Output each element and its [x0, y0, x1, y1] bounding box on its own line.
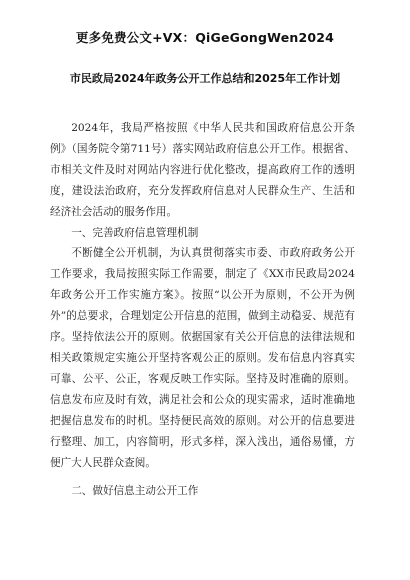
document-body — [50, 118, 355, 502]
promo-header: 更多免费公文+VX：QiGeGongWen2024 — [75, 30, 335, 45]
section-1-paragraph: 不断健全公开机制，为认真贯彻落实市委、市政府政务公开工作要求，我局按照实际工作需要，制定了《XX市民政局2024年政务公开工作实施方案》。按照“以公开为原则，不公开为例外”的总要求，合理划定公开信息的范围，做到主动稳妥、规范有序。坚持依法公开的原则。依据国家有关公开信息的法律法规和相关政策规定实施公开坚持客观公正的原则。发布信息内容真实可靠、公平、公正，客观反映工作实际。坚持及时准确的原则。信息发布应及时有效，满足社会和公众的现实需求，适时准确地把握信息发布的时机。坚持便民高效的原则。对公开的信息要进行整理、加工，内容简明，形式多样，深入浅出，通俗易懂，方便广大人民群众查阅。 — [50, 247, 355, 469]
document-title: 市民政局2024年政务公开工作总结和2025年工作计划 — [69, 72, 341, 85]
section-2-heading: 二、做好信息主动公开工作 — [71, 485, 199, 498]
intro-paragraph: 2024年，我局严格按照《中华人民共和国政府信息公开条例》（国务院令第711号）落实网站政府信息公开工作。根据省、市相关文件及时对网站内容进行优化整改，提高政府工作的透明度，建设法治政府，充分发挥政府信息对人民群众生产、生活和经济社会活动的服务作用。 — [50, 122, 355, 218]
paragraph-gap — [50, 473, 355, 481]
section-1-heading: 一、完善政府信息管理机制 — [71, 226, 199, 239]
